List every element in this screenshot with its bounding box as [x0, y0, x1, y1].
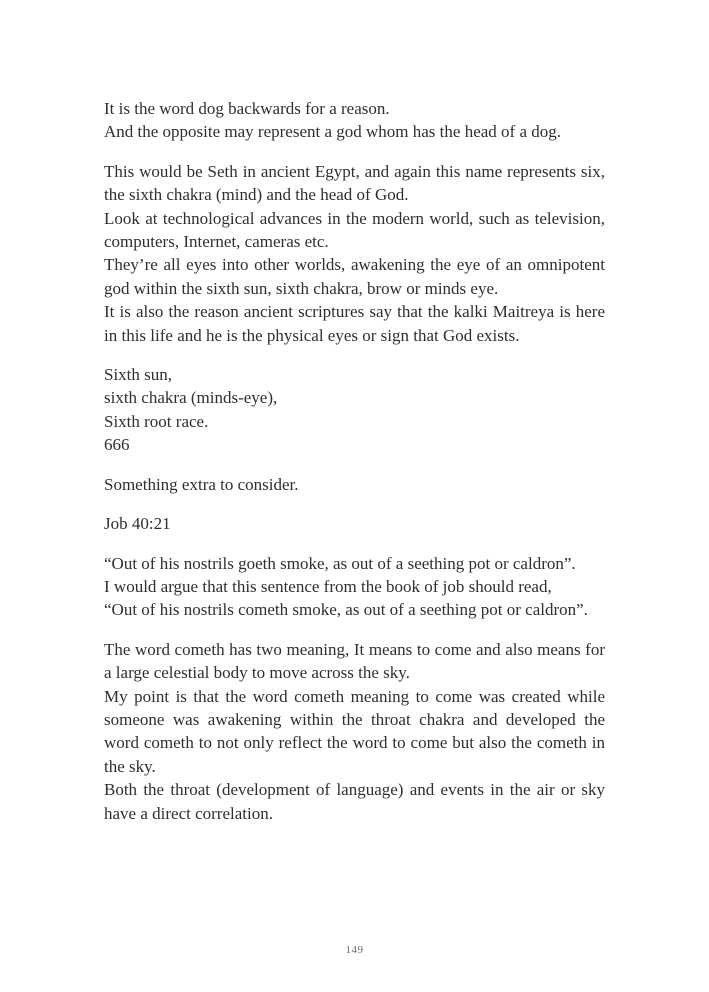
sentence-line: “Out of his nostrils cometh smoke, as out of a seething pot or caldron”.: [104, 600, 588, 620]
sentence-line: sixth chakra (minds-eye),: [104, 388, 278, 408]
page-body: [104, 97, 605, 825]
sentence-line: This would be Seth in ancient Egypt, and again this name represents six, the sixth chakra (mind) and the head of God.: [104, 161, 605, 205]
sentence-line: The word cometh has two meaning, It means to come and also means for a large celestial body to move across the sky.: [104, 639, 605, 683]
sentence-line: Job 40:21: [104, 514, 171, 534]
paragraph: [104, 512, 605, 535]
page-footer: [0, 944, 709, 956]
paragraph: [104, 160, 605, 347]
paragraph: [104, 473, 605, 496]
sentence-line: Sixth sun,: [104, 365, 173, 385]
paragraph: [104, 363, 605, 457]
sentence-line: My point is that the word cometh meaning to come was created while someone was awakening within the throat chakra and developed the word cometh to not only reflect the word to come but also the cometh in the sky.: [104, 686, 605, 776]
sentence-line: 666: [104, 435, 130, 455]
sentence-line: Look at technological advances in the modern world, such as television, computers, Internet, cameras etc.: [104, 208, 605, 252]
sentence-line: Both the throat (development of language) and events in the air or sky have a direct correlation.: [104, 780, 605, 823]
sentence-line: Sixth root race.: [104, 411, 209, 431]
page-number: 149: [345, 944, 364, 956]
paragraph: [104, 638, 605, 825]
sentence-line: It is the word dog backwards for a reason.: [104, 99, 390, 118]
sentence-line: It is also the reason ancient scriptures say that the kalki Maitreya is here in this life and he is the physical eyes or sign that God exists.: [104, 302, 605, 345]
sentence-line: They’re all eyes into other worlds, awakening the eye of an omnipotent god within the sixth sun, sixth chakra, brow or minds eye.: [104, 255, 605, 298]
sentence-line: And the opposite may represent a god whom has the head of a dog.: [104, 122, 561, 142]
sentence-line: I would argue that this sentence from the book of job should read,: [104, 576, 552, 596]
sentence-line: “Out of his nostrils goeth smoke, as out of a seething pot or caldron”.: [104, 553, 576, 573]
paragraph: [104, 552, 605, 622]
paragraph: [104, 97, 605, 144]
sentence-line: Something extra to consider.: [104, 474, 299, 494]
